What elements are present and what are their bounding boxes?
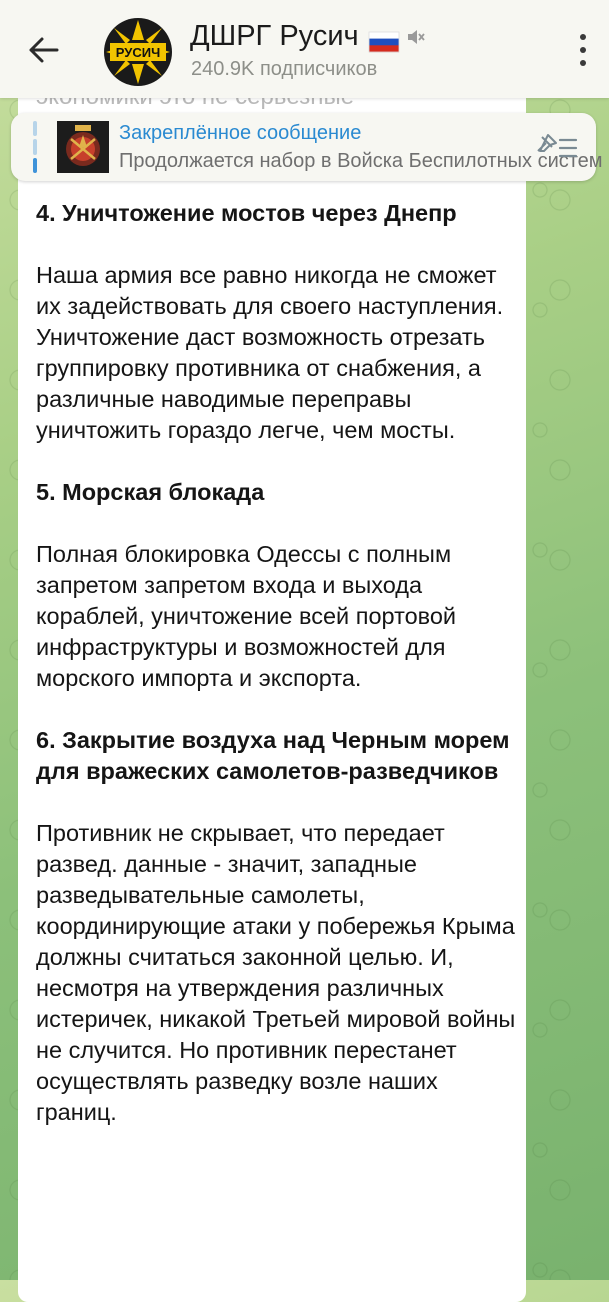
muted-speaker-icon [405, 27, 425, 47]
section-body: Противник не скрывает, что передает развед. данные - значит, западные разведывательные самолеты, координирующие атаки у побережья Крыма должны считаться законной целью. И, несмотря на утверждения различных истеричек, никакой Третьей мировой войны не случится. Но противник перестанет осуществлять разведку возле наших границ. [36, 820, 516, 1125]
channel-title[interactable] [190, 20, 425, 53]
pinned-thumbnail [57, 121, 109, 173]
channel-avatar[interactable] [104, 18, 172, 86]
section-body: Наша армия все равно никогда не сможет их задействовать для своего наступления. Уничтожение даст возможность отрезать группировку противника от снабжения, а различные наводимые переправы уничтожить гораздо легче, чем мосты. [36, 262, 504, 443]
avatar-logo-text: РУСИЧ [115, 45, 161, 60]
back-button[interactable] [22, 28, 66, 72]
pinned-message-bar[interactable] [11, 113, 603, 181]
channel-name: ДШРГ Русич [190, 20, 359, 52]
russia-flag-icon [369, 27, 399, 47]
section-heading: 5. Морская блокада [36, 479, 265, 505]
more-vert-icon[interactable] [571, 32, 595, 68]
section-heading: 6. Закрытие воздуха над Черным морем для вражеских самолетов-разведчиков [36, 727, 510, 784]
chat-header [0, 0, 609, 98]
section-heading: 4. Уничтожение мостов через Днепр [36, 200, 457, 226]
pinned-list-icon[interactable] [534, 131, 578, 163]
message-text [36, 198, 516, 1128]
section-body: Полная блокировка Одессы с полным запретом запретом входа и выхода кораблей, уничтожение всей портовой инфраструктуры и возможностей для морского импорта и экспорта. [36, 541, 457, 691]
pinned-preview-text: Продолжается набор в Войска Беспилотных систем [119, 150, 603, 172]
arrow-left-icon [29, 37, 59, 63]
pinned-indicator [33, 121, 37, 173]
subscriber-count: 240.9K подписчиков [191, 58, 378, 80]
pinned-label: Закреплённое сообщение [119, 122, 362, 144]
